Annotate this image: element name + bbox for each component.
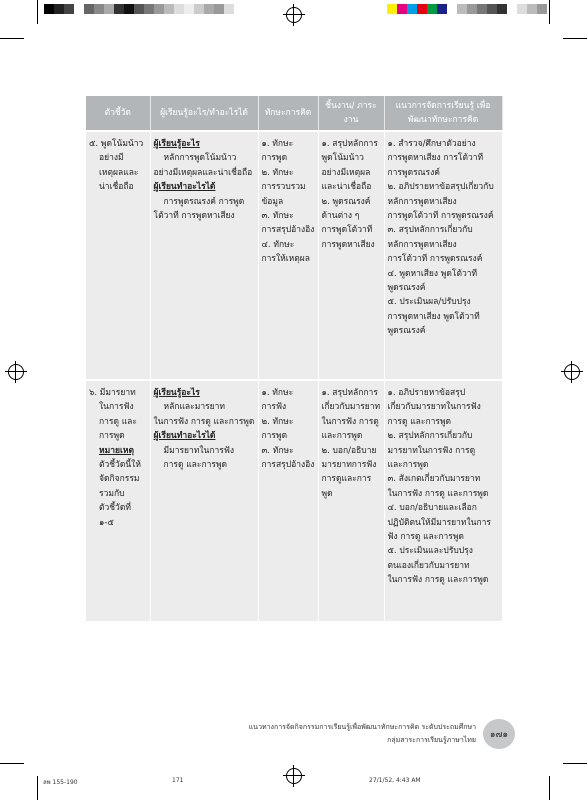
- indicator-note-line: รวมกับ: [99, 488, 125, 499]
- crop-mark: [549, 0, 550, 24]
- skill-line: ๓. ทักษะ: [261, 211, 294, 222]
- registration-mark-top: [286, 7, 302, 23]
- approach-line: หลักการพูดหาเสียง: [387, 239, 457, 250]
- skill-line: การให้เหตุผล: [261, 254, 310, 265]
- skill-line: ๒. ทักษะ: [261, 416, 294, 427]
- do-title: ผู้เรียนทำอะไรได้: [153, 182, 216, 193]
- task-line: ๑. สรุปหลักการ: [321, 388, 378, 398]
- registration-mark-bottom: [286, 768, 302, 784]
- approach-line: การพูดรณรงค์: [387, 167, 440, 178]
- approach-line: พูดรณรงค์: [387, 283, 426, 294]
- approach-line: ในการฟัง การดู และการพูด: [387, 488, 489, 499]
- know-text: หลักและมารยาท: [163, 402, 226, 413]
- know-text: หลักการพูดโน้มน้าว: [163, 153, 237, 164]
- task-line: ด้านต่าง ๆ: [321, 211, 360, 222]
- footer-book-title: แนวทางการจัดกิจกรรมการเรียนรู้เพื่อพัฒนาทักษะการคิด ระดับประถมศึกษา: [248, 723, 476, 731]
- indicator-note-line: จัดกิจกรรม: [99, 474, 140, 485]
- skill-line: การสรุปอ้างอิง: [261, 460, 315, 471]
- approach-line: ๓. สังเกตเกี่ยวกับมารยาท: [387, 474, 481, 485]
- header-learning: ผู้เรียนรู้อะไร/ทำอะไรได้: [150, 96, 258, 130]
- color-bar: [387, 4, 547, 14]
- indicator-line: อย่างมี: [99, 153, 124, 164]
- approach-line: ตนเองเกี่ยวกับมารยาท: [387, 560, 470, 571]
- crop-mark: [0, 763, 24, 764]
- do-text: โต้วาที การพูดหาเสียง: [153, 211, 235, 222]
- approach-line: ๒. สรุปหลักการเกี่ยวกับ: [387, 431, 473, 442]
- approach-line: พูดรณรงค์: [387, 326, 426, 337]
- registration-mark-right: [564, 364, 580, 380]
- skill-line: ๑. ทักษะ: [261, 139, 294, 149]
- crop-mark: [563, 763, 587, 764]
- table-row: [86, 381, 502, 621]
- know-title: ผู้เรียนรู้อะไร: [153, 388, 200, 398]
- header-indicator: ตัวชี้วัด: [86, 96, 150, 130]
- task-line: ๑. สรุปหลักการ: [321, 139, 378, 149]
- header-approach: แนวการจัดการเรียนรู้ เพื่อพัฒนาทักษะการคิด: [384, 96, 502, 130]
- approach-line: ๒. อภิปรายหาข้อสรุปเกี่ยวกับ: [387, 182, 494, 193]
- skills-cell: [258, 132, 318, 379]
- know-text: ในการฟัง การดู และการพูด: [153, 416, 255, 427]
- approach-cell: [384, 381, 502, 621]
- note-label: หมายเหตุ: [99, 445, 134, 456]
- approach-cell: [384, 132, 502, 379]
- indicator-line: การพูด: [99, 431, 125, 442]
- do-text: การพูดรณรงค์ การพูด: [163, 196, 245, 207]
- approach-line: ๓. สรุปหลักการเกี่ยวกับ: [387, 225, 473, 236]
- tasks-cell: [318, 381, 384, 621]
- crop-mark: [563, 38, 587, 39]
- approach-line: การพูดโต้วาที การพูดรณรงค์: [387, 211, 494, 222]
- know-title: ผู้เรียนรู้อะไร: [153, 139, 200, 149]
- task-line: การพูดหาเสียง: [321, 239, 375, 250]
- indicator-line: ๕. พูดโน้มน้าว: [89, 139, 144, 149]
- skill-line: การสรุปอ้างอิง: [261, 225, 315, 236]
- approach-line: การดู และการพูด: [387, 416, 452, 427]
- skill-line: ๒. ทักษะ: [261, 167, 294, 178]
- task-line: อย่างมีเหตุผล: [321, 167, 371, 178]
- header-task: ชิ้นงาน/ ภาระงาน: [318, 96, 384, 130]
- indicator-note-line: ตัวชี้วัดนี้ให้: [99, 460, 141, 471]
- approach-line: มารยาทในการฟัง การดู: [387, 445, 476, 456]
- indicator-cell: [86, 132, 150, 379]
- skill-line: การพูด: [261, 153, 288, 164]
- approach-line: ในการฟัง การดู และการพูด: [387, 575, 489, 586]
- task-line: ๒. บอก/อธิบาย: [321, 445, 377, 456]
- know-text: อย่างมีเหตุผลและน่าเชื่อถือ: [153, 167, 253, 178]
- task-line: เกี่ยวกับมารยาท: [321, 402, 381, 413]
- table-header-row: [86, 96, 502, 130]
- do-text: การดู และการพูด: [163, 460, 228, 471]
- indicator-line: น่าเชื่อถือ: [99, 182, 134, 193]
- approach-line: ๑. อภิปรายหาข้อสรุป: [387, 388, 466, 398]
- approach-line: ๕. ประเมินผล/ปรับปรุง: [387, 297, 471, 308]
- indicator-line: เหตุผลและ: [99, 167, 139, 178]
- slug-file: ลพ 155-190: [43, 779, 78, 786]
- skill-line: การรวบรวม: [261, 182, 306, 193]
- table-row: [86, 132, 502, 379]
- do-title: ผู้เรียนทำอะไรได้: [153, 431, 216, 442]
- skill-line: ๔. ทักษะ: [261, 239, 295, 250]
- task-line: มารยาทการฟัง: [321, 460, 377, 471]
- approach-line: การโต้วาที การพูดรณรงค์: [387, 254, 483, 265]
- task-line: ๒. พูดรณรงค์: [321, 196, 371, 207]
- footer-subject: กลุ่มสาระการเรียนรู้ภาษาไทย: [387, 736, 476, 744]
- tasks-cell: [318, 132, 384, 379]
- indicator-line: ในการฟัง: [99, 402, 134, 413]
- approach-line: ฟัง การดู และการพูด: [387, 532, 464, 543]
- crop-mark: [37, 776, 38, 800]
- indicator-cell: [86, 381, 150, 621]
- slug-date: 27/1/52, 4:43 AM: [369, 777, 421, 784]
- crop-mark: [0, 38, 24, 39]
- do-text: มีมารยาทในการฟัง: [163, 445, 235, 456]
- learning-cell: [150, 381, 258, 621]
- page-number-text: ๑๗๑: [489, 730, 509, 740]
- learning-table: [86, 96, 503, 621]
- approach-line: ปฏิบัติตนให้มีมารยาทในการ: [387, 517, 491, 528]
- skill-line: ๑. ทักษะ: [261, 388, 294, 398]
- skill-line: ข้อมูล: [261, 196, 284, 207]
- task-line: และการพูด: [321, 431, 363, 442]
- task-line: ในการฟัง การดู: [321, 416, 379, 427]
- task-line: การดูและการพูด: [321, 474, 372, 499]
- approach-line: ๔. พูดหาเสียง พูดโต้วาที: [387, 268, 478, 279]
- indicator-line: การดู และ: [99, 416, 137, 427]
- grayscale-bar: [44, 4, 244, 14]
- header-thinking-skill: ทักษะการคิด: [258, 96, 318, 130]
- skill-line: ๓. ทักษะ: [261, 445, 294, 456]
- task-line: และน่าเชื่อถือ: [321, 182, 372, 193]
- slug-page: 171: [172, 777, 184, 784]
- approach-line: เกี่ยวกับมารยาทในการฟัง: [387, 402, 481, 413]
- approach-line: และการพูด: [387, 460, 429, 471]
- skill-line: การพูด: [261, 431, 288, 442]
- crop-mark: [549, 776, 550, 800]
- approach-line: ๑. สำรวจ/ศึกษาตัวอย่าง: [387, 139, 476, 149]
- task-line: การพูดโต้วาที: [321, 225, 373, 236]
- crop-mark: [37, 0, 38, 24]
- skill-line: การฟัง: [261, 402, 287, 413]
- indicator-line: ๖. มีมารยาท: [89, 388, 136, 398]
- approach-line: การพูดหาเสียง การโต้วาที: [387, 153, 484, 164]
- approach-line: ๕. ประเมินและปรับปรุง: [387, 546, 473, 557]
- skills-cell: [258, 381, 318, 621]
- approach-line: การพูดหาเสียง พูดโต้วาที: [387, 311, 480, 322]
- approach-line: ๔. บอก/อธิบายและเลือก: [387, 503, 477, 514]
- learning-cell: [150, 132, 258, 379]
- approach-line: หลักการพูดหาเสียง: [387, 196, 457, 207]
- task-line: พูดโน้มน้าว: [321, 153, 364, 164]
- indicator-note-line: ตัวชี้วัดที่ ๑-๕: [99, 503, 131, 528]
- page-number: [483, 719, 515, 749]
- registration-mark-left: [8, 364, 24, 380]
